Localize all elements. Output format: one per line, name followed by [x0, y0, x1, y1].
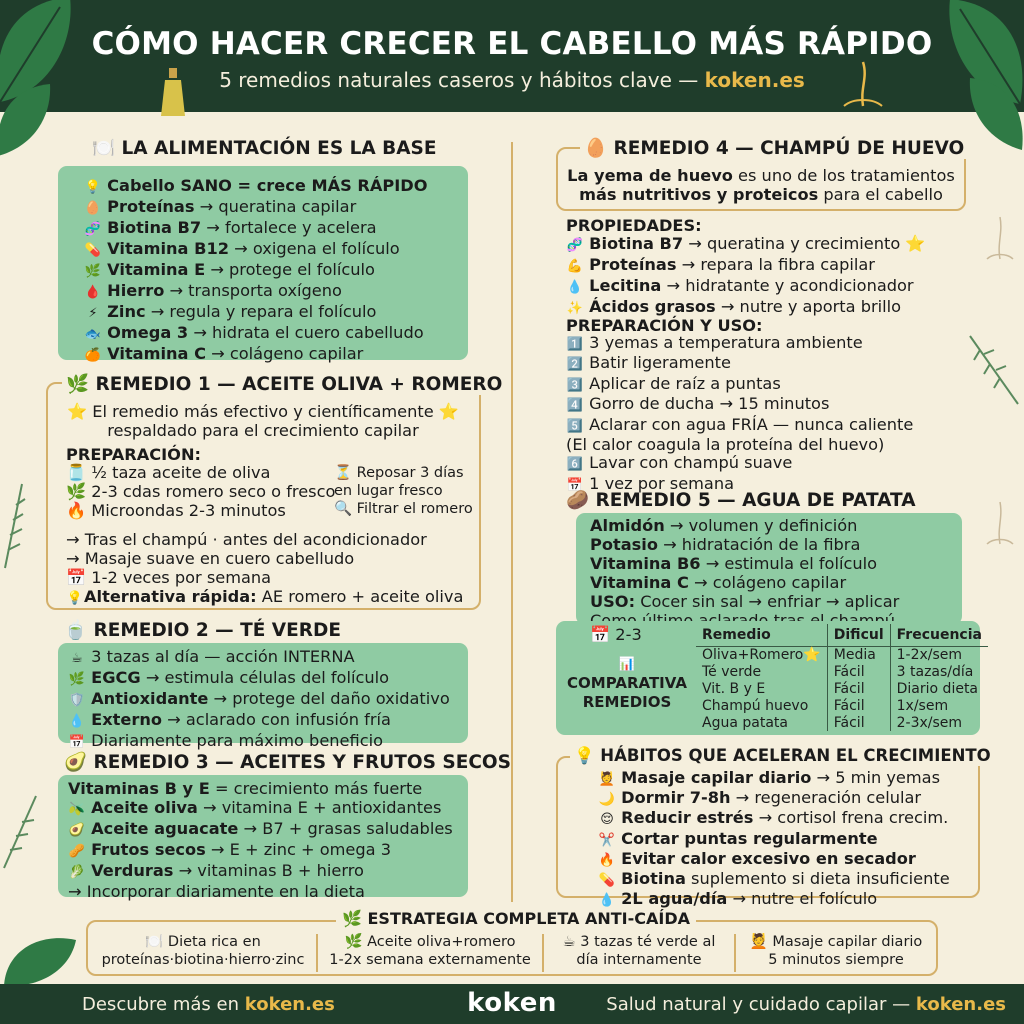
item-bold: USO: [590, 592, 636, 611]
table-cell: Diario dieta [890, 680, 988, 697]
list-item [84, 323, 427, 344]
alt-text: AE romero + aceite oliva [256, 587, 464, 606]
strategy-line: 5 minutos siempre [768, 952, 904, 968]
list-item: ⏳ Reposar 3 días [334, 465, 464, 481]
step-text: Lavar con champú suave [589, 453, 793, 473]
item-text: → queratina y crecimiento ⭐ [683, 234, 926, 253]
table-cell: 1-2x/sem [890, 646, 988, 663]
item-text: Cocer sin sal → enfriar → aplicar [635, 592, 900, 611]
intro-text: es uno de los tratamientos [732, 166, 955, 185]
step-text: (El calor coagula la proteína del huevo) [566, 435, 885, 455]
list-item [68, 710, 450, 731]
item-bold: Biotina B7 [589, 234, 684, 253]
table-header-cell: Remedio [696, 624, 827, 646]
list-item [84, 302, 427, 323]
page-subtitle [0, 68, 1024, 92]
list-item [84, 281, 427, 302]
item-bold: Reducir estrés [621, 808, 754, 828]
item-icon: 🌿 [68, 672, 86, 687]
list-item [68, 882, 453, 901]
item-bold: Vitamina B12 [107, 239, 229, 258]
strategy-cell [546, 933, 732, 969]
list-item: 📅 1-2 veces por semana [66, 568, 272, 587]
page-title: CÓMO HACER CRECER EL CABELLO MÁS RÁPIDO [91, 26, 933, 62]
intro-text: para el cabello [818, 185, 943, 204]
item-bold: Vitamina E [107, 260, 206, 279]
list-item [590, 535, 899, 554]
item-text: → vitaminas B + hierro [173, 861, 364, 880]
list-item [590, 592, 899, 611]
monstera-leaf-icon [0, 930, 80, 990]
item-text: → vitamina E + antioxidantes [197, 798, 442, 817]
item-bold: Omega 3 [107, 323, 189, 342]
list-item [598, 870, 950, 890]
footer-right [606, 994, 1006, 1015]
step-text: 1 vez por semana [589, 473, 735, 493]
remedio4-steps-list [566, 334, 913, 495]
item-icon: ✨ [566, 301, 584, 316]
step-text: 3 yemas a temperatura ambiente [589, 333, 863, 352]
list-item: en lugar fresco [334, 483, 443, 499]
item-icon: 💊 [598, 873, 616, 889]
table-cell: Fácil [827, 714, 890, 731]
table-row [696, 663, 988, 680]
rosemary-sprig-icon [966, 330, 1022, 410]
item-icon: 📅 [68, 735, 86, 750]
item-text: → hidratante y acondicionador [661, 276, 914, 295]
item-icon: 💆 [598, 772, 616, 787]
remedio1-prep-label: PREPARACIÓN: [66, 445, 201, 464]
estrategia-separator [734, 934, 736, 972]
item-icon: 🥑 [68, 823, 86, 838]
remedio1-usage [66, 530, 427, 587]
item-bold: Cabello SANO = crece MÁS RÁPIDO [107, 176, 428, 195]
hair-follicle-icon [985, 500, 1015, 550]
section-title-alimentacion [92, 137, 437, 159]
item-icon: 🫒 [68, 802, 86, 817]
table-header-cell: Dificul [827, 624, 890, 646]
item-icon: 💧 [68, 714, 86, 729]
rosemary-icon: 🌿 [66, 374, 90, 395]
item-text: → cortisol frena crecim. [753, 808, 949, 828]
comparativa-label [562, 655, 692, 712]
item-bold: Aceite aguacate [91, 819, 239, 838]
item-icon: ☕ [71, 651, 83, 666]
rosemary-icon: 🌿 [342, 909, 362, 928]
item-bold: 2L agua/día [621, 889, 728, 909]
list-item [68, 819, 453, 840]
item-bold: Masaje capilar diario [621, 768, 812, 787]
step-text: Gorro de ducha → 15 minutos [589, 394, 830, 414]
footer-right-link[interactable]: koken.es [915, 994, 1006, 1015]
list-item [68, 779, 453, 798]
remedio1-intro [58, 402, 468, 440]
list-item [590, 554, 899, 573]
step-item [566, 375, 913, 395]
item-text: → E + zinc + omega 3 [205, 840, 391, 859]
item-text: → estimula células del folículo [140, 668, 390, 687]
item-icon: 🔥 [598, 852, 616, 868]
item-text: → 5 min yemas [811, 768, 941, 787]
remedio5-list [590, 516, 899, 630]
list-item [590, 573, 899, 592]
item-bold: Ácidos grasos [589, 297, 716, 316]
item-text: → colágeno capilar [688, 573, 847, 592]
list-item [68, 731, 450, 752]
lightbulb-icon: 💡 [66, 591, 84, 606]
section-title-remedio1 [62, 373, 506, 395]
step-number-icon: 6️⃣ [566, 457, 584, 473]
strategy-cell [320, 933, 540, 969]
item-icon: 💧 [566, 280, 584, 295]
column-divider [511, 142, 513, 902]
step-number-icon: 4️⃣ [566, 398, 584, 414]
table-cell: Champú huevo [702, 697, 809, 714]
remedio1-prep-right [334, 464, 473, 518]
item-text: 3 tazas al día — acción INTERNA [91, 647, 355, 666]
section-title-text: REMEDIO 4 — CHAMPÚ DE HUEVO [613, 138, 965, 159]
strategy-line: proteínas·biotina·hierro·zinc [101, 952, 305, 968]
plate-icon: 🍽️ [92, 138, 116, 159]
item-text: → queratina capilar [194, 197, 357, 216]
list-item [598, 830, 950, 850]
item-icon: 🐟 [84, 327, 102, 342]
item-bold: Aceite oliva [91, 798, 198, 817]
item-text: → protege del daño oxidativo [208, 689, 450, 708]
potato-icon: 🥔 [566, 490, 590, 511]
avocado-icon: 🥑 [64, 752, 88, 773]
subtitle-text: 5 remedios naturales caseros y hábitos clave — [219, 68, 699, 92]
item-text: → regeneración celular [730, 788, 922, 808]
table-row [696, 697, 988, 714]
item-icon: 🌙 [598, 792, 616, 808]
item-icon: 💪 [566, 259, 584, 274]
section-title-text: REMEDIO 1 — ACEITE OLIVA + ROMERO [95, 374, 503, 395]
comparativa-label-line: COMPARATIVA [567, 674, 687, 692]
footer-right-text: Salud natural y cuidado capilar — [606, 994, 911, 1015]
item-bold: Biotina [621, 869, 686, 889]
item-bold: Biotina B7 [107, 218, 202, 237]
rosemary-sprig-icon [0, 790, 40, 870]
table-row [696, 646, 988, 663]
alt-label: Alternativa rápida: [84, 587, 257, 606]
item-bold: Proteínas [589, 255, 677, 274]
list-item [84, 197, 427, 218]
list-item [590, 516, 899, 535]
section-title-remedio2 [64, 619, 341, 641]
header-banner [0, 0, 1024, 112]
tea-icon: 🍵 [64, 620, 88, 641]
item-bold: Vitamina B6 [590, 554, 701, 573]
item-text: → nutre y aporta brillo [715, 297, 902, 316]
list-item [84, 344, 427, 365]
monstera-leaf-icon [966, 74, 1024, 154]
step-item [566, 354, 913, 374]
table-cell: Agua patata [702, 714, 788, 731]
rosemary-sprig-icon [0, 480, 30, 570]
remedio2-list [68, 647, 450, 752]
step-item [566, 395, 913, 415]
item-bold: Evitar calor excesivo en secador [621, 848, 916, 868]
list-item [68, 798, 453, 819]
list-item: 🔥 Microondas 2-3 minutos [66, 501, 286, 520]
alimentacion-list [84, 176, 427, 365]
section-title-remedio5 [566, 489, 916, 511]
list-item: 🫙 ½ taza aceite de oliva [66, 463, 271, 482]
habitos-list [598, 769, 950, 910]
list-item [68, 689, 450, 710]
table-header-row [696, 624, 988, 646]
remedio1-prep-left [66, 463, 335, 520]
section-title-text: HÁBITOS QUE ACELERAN EL CRECIMIENTO [600, 746, 991, 765]
list-item [566, 234, 926, 255]
item-icon: 🛡️ [68, 693, 86, 708]
intro-line: respaldado para el crecimiento capilar [107, 421, 419, 440]
table-row [696, 714, 988, 731]
item-text: → transporta oxígeno [164, 281, 342, 300]
item-bold: Frutos secos [91, 840, 206, 859]
remedio4-props-label: PROPIEDADES: [566, 216, 702, 235]
step-item [566, 454, 913, 474]
item-icon: 🥚 [84, 201, 102, 216]
step-number-icon: 📅 [566, 477, 584, 493]
item-bold: Externo [91, 710, 163, 729]
intro-bold: más nutritivos y proteicos [579, 185, 819, 204]
section-title-text: LA ALIMENTACIÓN ES LA BASE [121, 138, 437, 159]
estrategia-separator [316, 934, 318, 972]
table-row [696, 680, 988, 697]
section-title-text: REMEDIO 2 — TÉ VERDE [93, 620, 341, 641]
item-text: → hidrata el cuero cabelludo [188, 323, 424, 342]
item-bold: Dormir 7-8h [621, 788, 731, 808]
step-text: Aplicar de raíz a puntas [589, 373, 781, 393]
item-icon: 💊 [84, 243, 102, 258]
comparativa-table [696, 624, 988, 731]
item-text: Diariamente para máximo beneficio [91, 731, 383, 750]
strategy-cell [92, 933, 314, 969]
item-text: → nutre el folículo [727, 889, 878, 909]
footer-left-link[interactable]: koken.es [244, 994, 335, 1015]
step-number-icon: 1️⃣ [566, 337, 584, 352]
item-text: → colágeno capilar [206, 344, 364, 363]
strategy-line: día internamente [576, 952, 702, 968]
intro-line [556, 185, 966, 204]
list-item: → Tras el champú · antes del acondicionador [66, 530, 427, 549]
list-item: 🔍 Filtrar el romero [334, 501, 473, 517]
list-item [598, 789, 950, 809]
item-text: → fortalece y acelera [201, 218, 377, 237]
table-cell: Oliva+Romero⭐ [702, 646, 821, 663]
item-bold: Verduras [91, 861, 174, 880]
monstera-leaf-icon [0, 80, 54, 160]
item-icon: 🍊 [84, 348, 102, 363]
item-icon: ✂️ [598, 832, 616, 848]
strategy-line: 🍽️ Dieta rica en [145, 934, 261, 950]
estrategia-separator [542, 934, 544, 972]
item-bold: Lecitina [589, 276, 662, 295]
list-item [68, 840, 453, 861]
list-item [68, 647, 450, 668]
list-item [566, 276, 926, 297]
item-text: suplemento si dieta insuficiente [685, 869, 950, 889]
item-bold: Hierro [107, 281, 165, 300]
item-text: → hidratación de la fibra [657, 535, 861, 554]
item-bold: Vitamina C [107, 344, 206, 363]
section-title-remedio3 [64, 751, 511, 773]
list-item [598, 890, 950, 910]
item-text: → volumen y definición [664, 516, 858, 535]
footer-left-text: Descubre más en [82, 994, 239, 1015]
footer-bar [0, 984, 1024, 1024]
item-text: → aclarado con infusión fría [162, 710, 391, 729]
egg-icon: 🥚 [584, 138, 608, 159]
item-text: → estimula el folículo [700, 554, 878, 573]
strategy-line: 💆 Masaje capilar diario [749, 934, 923, 950]
item-icon: 💡 [84, 180, 102, 195]
hair-follicle-icon [985, 215, 1015, 265]
list-item [84, 218, 427, 239]
table-cell: 1x/sem [890, 697, 988, 714]
section-title-estrategia [336, 909, 696, 928]
item-icon: 🧬 [84, 222, 102, 237]
koken-logo[interactable]: koken [467, 988, 557, 1018]
remedio3-list [68, 779, 453, 901]
section-title-text: ESTRATEGIA COMPLETA ANTI-CAÍDA [367, 909, 690, 928]
item-bold: Vitamina C [590, 573, 689, 592]
item-text: = crecimiento más fuerte [209, 779, 423, 798]
table-cell: Fácil [827, 680, 890, 697]
chart-icon: 📊 [618, 657, 636, 672]
item-icon: ⚡ [88, 306, 98, 321]
table-cell: 2-3x/sem [890, 714, 988, 731]
lightbulb-icon: 💡 [574, 746, 595, 765]
item-text: → protege el folículo [205, 260, 375, 279]
list-item: → Masaje suave en cuero cabelludo [66, 549, 355, 568]
step-item [566, 436, 913, 454]
item-icon: 🌿 [84, 264, 102, 279]
item-text: → regula y repara el folículo [145, 302, 377, 321]
item-icon: 🧬 [566, 238, 584, 253]
item-bold: Cortar puntas regularmente [621, 828, 878, 848]
item-icon: 🥜 [68, 844, 86, 859]
list-item [598, 769, 950, 789]
item-bold: Zinc [107, 302, 146, 321]
remedio4-prep-label: PREPARACIÓN Y USO: [566, 316, 763, 335]
section-title-text: REMEDIO 3 — ACEITES Y FRUTOS SECOS [93, 752, 511, 773]
item-bold: Antioxidante [91, 689, 209, 708]
remedio5-frequency: 📅 2-3 [590, 625, 642, 644]
table-cell: Fácil [827, 663, 890, 680]
item-text: → Incorporar diariamente en la dieta [68, 882, 365, 901]
section-title-remedio4 [580, 137, 968, 159]
remedio1-alternative [66, 587, 463, 608]
item-bold: Almidón [590, 516, 665, 535]
item-text: → oxigena el folículo [228, 239, 400, 258]
intro-bold: La yema de huevo [567, 166, 733, 185]
list-item [68, 861, 453, 882]
step-text: Aclarar con agua FRÍA — nunca caliente [589, 414, 914, 434]
table-cell: Media [827, 646, 890, 663]
remedio4-props-list [566, 234, 926, 318]
intro-line: ⭐ El remedio más efectivo y científicamente ⭐ [66, 402, 460, 421]
step-text: Batir ligeramente [589, 353, 731, 373]
item-icon: 😌 [600, 812, 614, 828]
subtitle-brand: koken.es [704, 68, 805, 92]
strategy-line: 1-2x semana externamente [329, 952, 531, 968]
strategy-cell [738, 933, 934, 969]
table-header-cell: Frecuencia [890, 624, 988, 646]
item-icon: 🥬 [68, 865, 86, 880]
list-item: 🌿 2-3 cdas romero seco o fresco [66, 482, 336, 501]
step-number-icon: 5️⃣ [566, 418, 584, 434]
list-item [598, 809, 950, 829]
section-title-text: REMEDIO 5 — AGUA DE PATATA [595, 490, 916, 511]
item-icon: 💧 [598, 893, 616, 909]
step-number-icon: 2️⃣ [566, 357, 584, 373]
list-item [68, 668, 450, 689]
strategy-line: 🌿 Aceite oliva+romero [344, 934, 516, 950]
table-cell: 3 tazas/día [890, 663, 988, 680]
step-number-icon: 3️⃣ [566, 377, 584, 393]
list-item [84, 260, 427, 281]
intro-line [556, 166, 966, 185]
list-item [84, 239, 427, 260]
table-cell: Fácil [827, 697, 890, 714]
item-bold: EGCG [91, 668, 141, 687]
comparativa-label-line: REMEDIOS [582, 693, 672, 711]
item-bold: Potasio [590, 535, 658, 554]
list-item [566, 255, 926, 276]
item-text: → B7 + grasas saludables [238, 819, 453, 838]
list-item [84, 176, 427, 197]
remedio4-intro [556, 166, 966, 204]
item-icon: 🩸 [84, 285, 102, 300]
table-cell: Té verde [702, 663, 762, 680]
item-text: → repara la fibra capilar [676, 255, 875, 274]
step-item [566, 416, 913, 436]
strategy-line: ☕ 3 tazas té verde al [562, 934, 716, 950]
table-cell: Vit. B y E [702, 680, 766, 697]
item-bold: Proteínas [107, 197, 195, 216]
step-item [566, 334, 913, 354]
item-bold: Vitaminas B y E [68, 779, 210, 798]
section-title-habitos [570, 746, 995, 766]
list-item [566, 297, 926, 318]
list-item [598, 850, 950, 870]
